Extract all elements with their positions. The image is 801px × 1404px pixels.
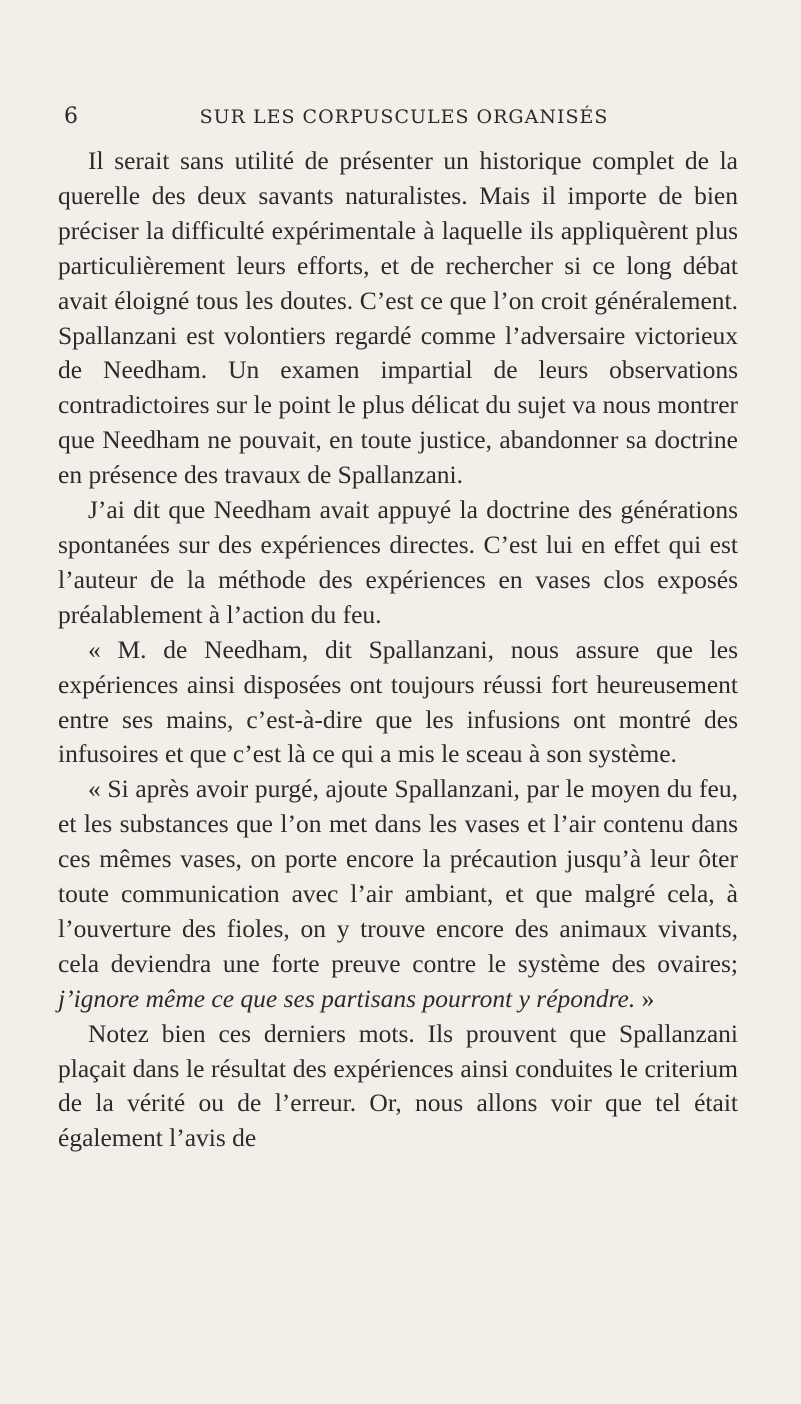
paragraph-1: Il serait sans utilité de présenter un historique complet de la querelle des deux savants naturalistes. Mais il importe de bien préciser la difficulté expérimentale à laquelle ils appliquèrent plus particulièrement leurs efforts, et de rechercher si ce long débat avait éloigné tous les doutes. C’est ce que l’on croit généralement. Spallanzani est volontiers regardé comme l’adversaire victorieux de Needham. Un examen impartial de leurs observations contradictoires sur le point le plus délicat du sujet va nous montrer que Needham ne pouvait, en toute justice, abandonner sa doctrine en présence des travaux de Spallanzani.: [58, 146, 738, 490]
page-header: [64, 104, 744, 140]
paragraph-5: Notez bien ces derniers mots. Ils prouvent que Spallanzani plaçait dans le résultat des expériences ainsi conduites le criterium de la vérité ou de l’erreur. Or, nous allons voir que tel était également l’avis de: [58, 1018, 738, 1153]
page-number: 6: [64, 104, 78, 129]
closing-quote: »: [635, 983, 655, 1013]
quote-text: « Si après avoir purgé, ajoute Spallanzani, par le moyen du feu, et les substances que l’on met dans les vases et l’air contenu dans ces mêmes vases, on porte encore la précaution jusqu’à leur ôter toute communication avec l’air ambiant, et que malgré cela, à l’ouverture des fioles, on y trouve encore des animaux vivants, cela deviendra une forte preuve contre le système des ovaires;: [58, 774, 738, 978]
running-title: SUR LES CORPUSCULES ORGANISÉS: [199, 106, 609, 128]
paragraph-3-quote: « M. de Needham, dit Spallanzani, nous assure que les expériences ainsi disposées ont toujours réussi fort heureusement entre ses mains, c’est-à-dire que les infusions ont montré des infusoires et que c’est là ce qui a mis le sceau à son système.: [58, 634, 738, 769]
paragraph-4-quote: [58, 772, 738, 1016]
paragraph-2: J’ai dit que Needham avait appuyé la doctrine des générations spontanées sur des expériences directes. C’est lui en effet qui est l’auteur de la méthode des expériences en vases clos exposés préalablement à l’action du feu.: [58, 495, 738, 629]
italic-quote-text: j’ignore même ce que ses partisans pourront y répondre.: [58, 983, 636, 1013]
body-text: [58, 144, 738, 1156]
